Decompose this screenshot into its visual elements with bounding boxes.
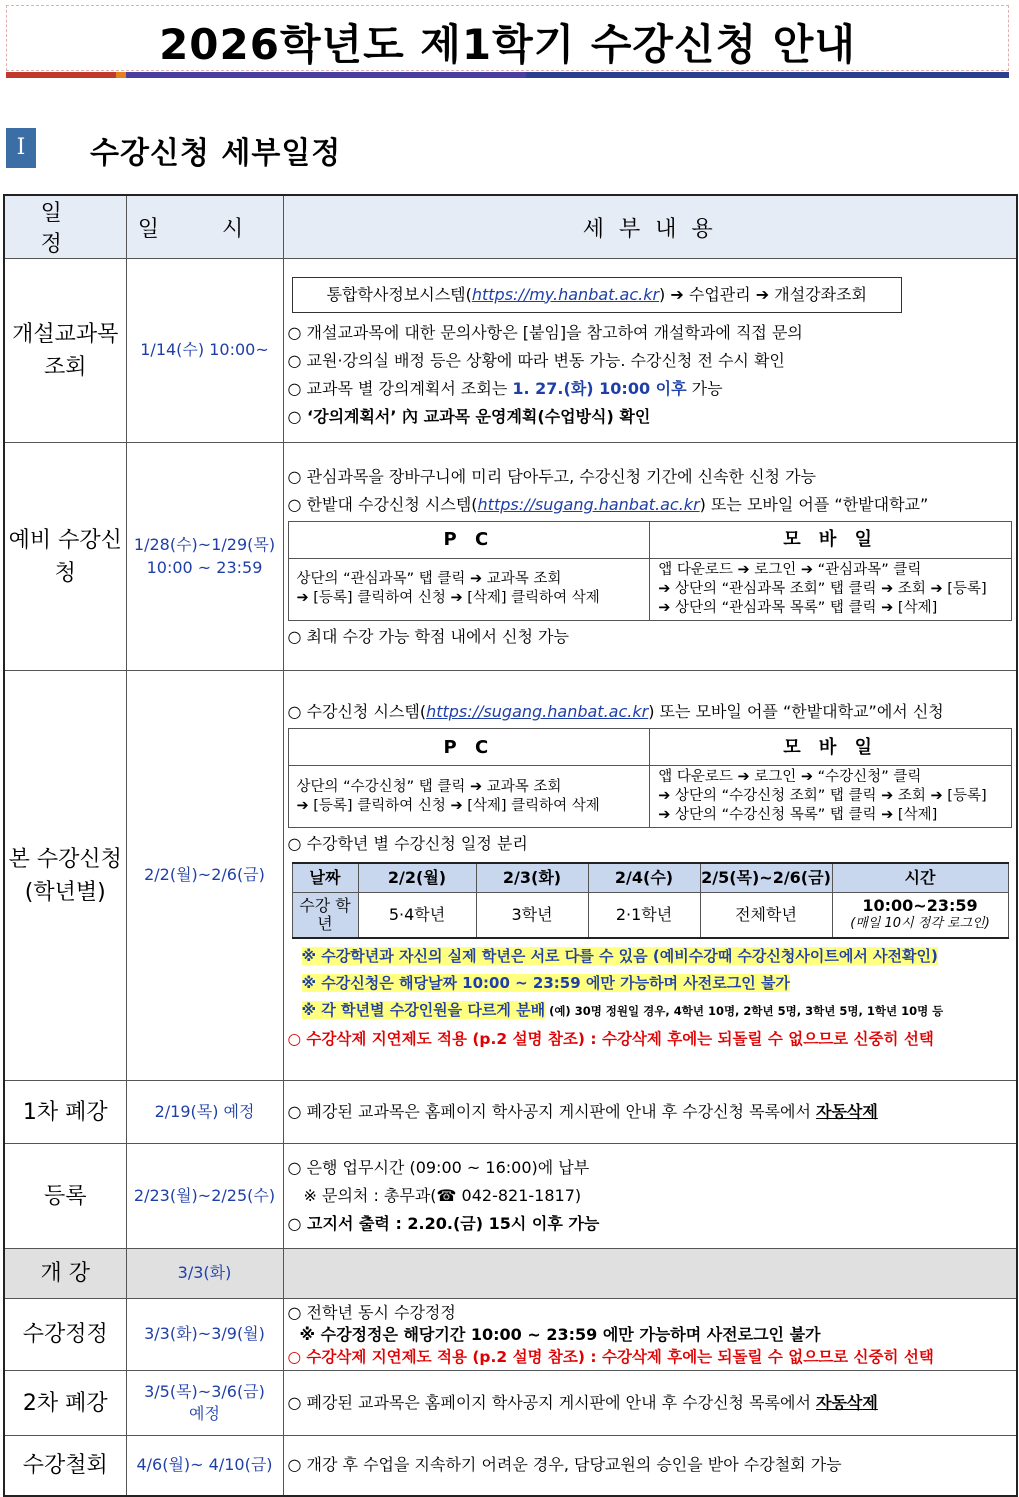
pc-mobile-table [288,521,1013,621]
title-box [6,5,1009,71]
mobile-header: 모 바 일 [650,521,1012,558]
row-name-pre-registration: 예비 수강신청 [4,443,126,671]
alert-line: ○ 수강삭제 지연제도 적용 (p.2 설명 참조) : 수강삭제 후에는 되돌릴 수 없으므로 신중히 선택 [287,1347,934,1366]
detail-line: ※ 수강정정은 해당기간 10:00 ~ 23:59 에만 가능하며 사전로그인 불가 [299,1324,821,1344]
link-my-hanbat[interactable]: https://my.hanbat.ac.kr [471,284,660,304]
mobile-steps: 앱 다운로드 ➔ 로그인 ➔ “관심과목” 클릭 ➔ 상단의 “관심과목 조회” 탭 클릭 ➔ 조회 ➔ [등록] ➔ 상단의 “관심과목 목록” 탭 클릭 ➔ [삭제] [650,558,1012,620]
row-date-pre-registration: 1/28(수)~1/29(목) 10:00 ~ 23:59 [126,443,283,671]
row-name-main-registration: 본 수강신청 (학년별) [4,671,126,1081]
title-underline [6,72,1009,78]
row-date-course-change: 3/3(화)~3/9(월) [126,1299,283,1371]
detail-line: ○ 은행 업무시간 (09:00 ~ 16:00)에 납부 [287,1158,590,1177]
link-sugang[interactable]: https://sugang.hanbat.ac.kr [477,494,700,514]
detail-line: ○ 교원·강의실 배정 등은 상황에 따라 변동 가능. 수강신청 전 수시 확인 [287,350,785,370]
row-date-semester-start: 3/3(화) [126,1249,283,1299]
row-date-second-cancellation: 3/5(목)~3/6(금) 예정 [126,1371,283,1436]
grade-cell: 2·1학년 [588,893,700,939]
detail-line: ○ 수강학년 별 수강신청 일정 분리 [287,834,528,853]
grade-label: 수강 학년 [292,893,358,939]
row-name-second-cancellation: 2차 폐강 [4,1371,126,1436]
row-details-tuition [283,1144,1017,1249]
grade-cell: 5·4학년 [358,893,476,939]
grade-cell: 전체학년 [700,893,832,939]
row-date-course-inquiry: 1/14(수) 10:00~ [126,259,283,443]
row-name-semester-start: 개 강 [4,1249,126,1299]
row-details-course-inquiry [283,259,1017,443]
grade-head-cell: 2/4(수) [588,863,700,893]
pc-mobile-table [288,728,1013,828]
row-details-course-change [283,1299,1017,1371]
detail-line: ○ 최대 수강 가능 학점 내에서 신청 가능 [287,626,569,646]
row-name-course-inquiry: 개설교과목 조회 [4,259,126,443]
header-details: 세 부 내 용 [283,195,1017,259]
row-name-course-change: 수강정정 [4,1299,126,1371]
detail-line: ※ 문의처 : 총무과(☎ 042-821-1817) [303,1186,582,1205]
system-path-box: 통합학사정보시스템(https://my.hanbat.ac.kr) ➔ 수업관리 ➔ 개설강좌조회 [292,277,903,313]
row-name-withdrawal: 수강철회 [4,1436,126,1496]
grade-head-cell: 2/3(화) [476,863,588,893]
detail-line: ○ 교과목 별 강의계획서 조회는 1. 27.(화) 10:00 이후 가능 [287,378,723,398]
grade-head-cell: 2/2(월) [358,863,476,893]
row-details-first-cancellation: ○ 폐강된 교과목은 홈페이지 학사공지 게시판에 안내 후 수강신청 목록에서 자동삭제 [283,1081,1017,1144]
pc-steps: 상단의 “관심과목” 탭 클릭 ➔ 교과목 조회 ➔ [등록] 클릭하여 신청 ➔ [삭제] 클릭하여 삭제 [288,558,650,620]
grade-head-cell: 시간 [832,863,1008,893]
row-name-first-cancellation: 1차 폐강 [4,1081,126,1144]
row-name-tuition: 등록 [4,1144,126,1249]
pc-steps: 상단의 “수강신청” 탭 클릭 ➔ 교과목 조회 ➔ [등록] 클릭하여 신청 ➔ [삭제] 클릭하여 삭제 [288,766,650,828]
detail-line: ○ ‘강의계획서’ 內 교과목 운영계획(수업방식) 확인 [287,406,651,426]
mobile-header: 모 바 일 [650,729,1012,766]
section-number: I [6,128,36,168]
detail-line: ○ 수강신청 시스템(https://sugang.hanbat.ac.kr) 또는 모바일 어플 “한밭대학교”에서 신청 [287,702,944,721]
row-date-tuition: 2/23(월)~2/25(수) [126,1144,283,1249]
row-details-pre-registration [283,443,1017,671]
alert-line: ○ 수강삭제 지연제도 적용 (p.2 설명 참조) : 수강삭제 후에는 되돌릴 수 없으므로 신중히 선택 [287,1030,934,1048]
detail-line: ○ 한밭대 수강신청 시스템(https://sugang.hanbat.ac.kr) 또는 모바일 어플 “한밭대학교” [287,494,929,514]
grade-cell: 3학년 [476,893,588,939]
note-line: ※ 수강신청은 해당날짜 10:00 ~ 23:59 에만 가능하며 사전로그인 불가 [301,974,790,992]
detail-line: ○ 관심과목을 장바구니에 미리 담아두고, 수강신청 기간에 신속한 신청 가능 [287,466,817,486]
row-details-main-registration [283,671,1017,1081]
row-date-main-registration: 2/2(월)~2/6(금) [126,671,283,1081]
grade-head-cell: 날짜 [292,863,358,893]
section-title: 수강신청 세부일정 [90,136,342,171]
link-sugang[interactable]: https://sugang.hanbat.ac.kr [426,702,649,721]
mobile-steps: 앱 다운로드 ➔ 로그인 ➔ “수강신청” 클릭 ➔ 상단의 “수강신청 조회” 탭 클릭 ➔ 조회 ➔ [등록] ➔ 상단의 “수강신청 목록” 탭 클릭 ➔ [삭제] [650,766,1012,828]
row-details-second-cancellation: ○ 폐강된 교과목은 홈페이지 학사공지 게시판에 안내 후 수강신청 목록에서 자동삭제 [283,1371,1017,1436]
pc-header: P C [288,521,650,558]
note-line: ※ 수강학년과 자신의 실제 학년은 서로 다를 수 있음 (예비수강때 수강신청사이트에서 사전확인) [301,947,938,965]
detail-line: ○ 개설교과목에 대한 문의사항은 [붙임]을 참고하여 개설학과에 직접 문의 [287,322,803,342]
note-line: ※ 각 학년별 수강인원을 다르게 분배 (예) 30명 정원일 경우, 4학년 10명, 2학년 5명, 3학년 5명, 1학년 10명 등 [301,1001,944,1019]
schedule-table [3,194,1018,1497]
grade-time-cell: 10:00~23:59 (매일 10시 정각 로그인) [832,893,1008,939]
detail-line: ○ 고지서 출력 : 2.20.(금) 15시 이후 가능 [287,1214,600,1233]
header-datetime: 일 시 [126,195,283,259]
grade-schedule-table [292,862,1009,939]
grade-head-cell: 2/5(목)~2/6(금) [700,863,832,893]
detail-line: ○ 전학년 동시 수강정정 [287,1302,456,1322]
row-date-withdrawal: 4/6(월)~ 4/10(금) [126,1436,283,1496]
page-title: 2026학년도 제1학기 수강신청 안내 [159,20,856,69]
row-date-first-cancellation: 2/19(목) 예정 [126,1081,283,1144]
header-schedule: 일 정 [4,195,126,259]
row-details-semester-start [283,1249,1017,1299]
pc-header: P C [288,729,650,766]
row-details-withdrawal: ○ 개강 후 수업을 지속하기 어려운 경우, 담당교원의 승인을 받아 수강철회 가능 [283,1436,1017,1496]
